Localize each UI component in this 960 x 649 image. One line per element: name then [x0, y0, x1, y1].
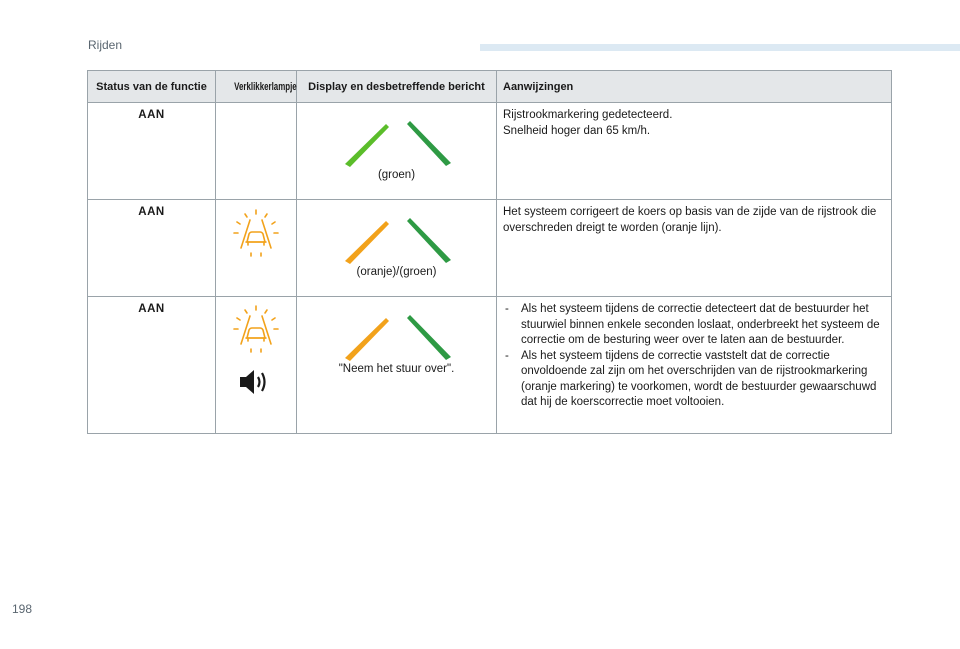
- header-lamp: [216, 71, 297, 103]
- lane-line-left: [345, 318, 389, 361]
- table-row: [88, 297, 892, 434]
- lane-line-right: [407, 121, 451, 166]
- status-cell: AAN: [88, 200, 216, 297]
- header-notes: Aanwijzingen: [497, 71, 892, 103]
- lamp-cell-empty: [216, 103, 297, 200]
- notes-cell: [497, 297, 892, 434]
- lane-lines-icon: [337, 309, 457, 363]
- table-header-row: [88, 71, 892, 103]
- display-caption: "Neem het stuur over".: [338, 363, 455, 375]
- display-caption: (oranje)/(groen): [356, 266, 437, 278]
- display-cell: [297, 103, 497, 200]
- section-title: Rijden: [88, 38, 123, 52]
- lane-lines-icon: [337, 115, 457, 169]
- table-row: [88, 200, 892, 297]
- note-dash: -: [505, 349, 509, 362]
- status-cell: AAN: [88, 297, 216, 434]
- notes-cell: [497, 200, 892, 297]
- note-list: [503, 302, 885, 411]
- note-dash: -: [505, 303, 509, 315]
- page-number: 198: [12, 602, 33, 616]
- lane-line-right: [407, 218, 451, 263]
- table-row: [88, 103, 892, 200]
- note-line: Rijstrookmarkering gedetecteerd.: [503, 109, 673, 121]
- note-item: [503, 349, 885, 411]
- lane-line-left: [345, 124, 389, 167]
- note-item-text: Als het systeem tijdens de correctie vaststelt dat de correctie onvoldoende zal zijn om het overschrijden van de rijstrookmarkering (oranje markering) te voorkomen, wordt de bestuurder gewaarschuwd dat hij de koerscorrectie moet voltooien.: [521, 349, 877, 408]
- display-cell: [297, 297, 497, 434]
- note-text: Het systeem corrigeert de koers op basis van de zijde van de rijstrook die overschreden dreigt te worden (oranje lijn).: [503, 206, 877, 234]
- lamp-cell: [216, 297, 297, 434]
- display-caption: (groen): [377, 169, 416, 181]
- status-cell: AAN: [88, 103, 216, 200]
- function-status-table: [87, 70, 892, 434]
- note-line: Snelheid hoger dan 65 km/h.: [503, 124, 651, 137]
- speaker-icon: [238, 368, 274, 396]
- header-display: Display en desbetreffende bericht: [297, 71, 497, 103]
- lane-line-left: [345, 221, 389, 264]
- header-status: Status van de functie: [88, 71, 216, 103]
- lane-lines-icon: [337, 212, 457, 266]
- lamp-cell: [216, 200, 297, 297]
- note-item: [503, 302, 885, 349]
- display-cell: [297, 200, 497, 297]
- lane-keeping-warning-icon: [231, 208, 281, 258]
- lane-line-right: [407, 315, 451, 360]
- note-item-text: Als het systeem tijdens de correctie detecteert dat de bestuurder het stuurwiel binnen enkele seconden loslaat, onderbreekt het systeem de correctie om de besturing weer over te laten aan de bestuurder.: [521, 303, 880, 346]
- header-lamp-label: Verklikkerlampje: [234, 80, 297, 93]
- lane-keeping-warning-icon: [231, 304, 281, 354]
- notes-cell: [497, 103, 892, 200]
- section-bar: [480, 44, 960, 51]
